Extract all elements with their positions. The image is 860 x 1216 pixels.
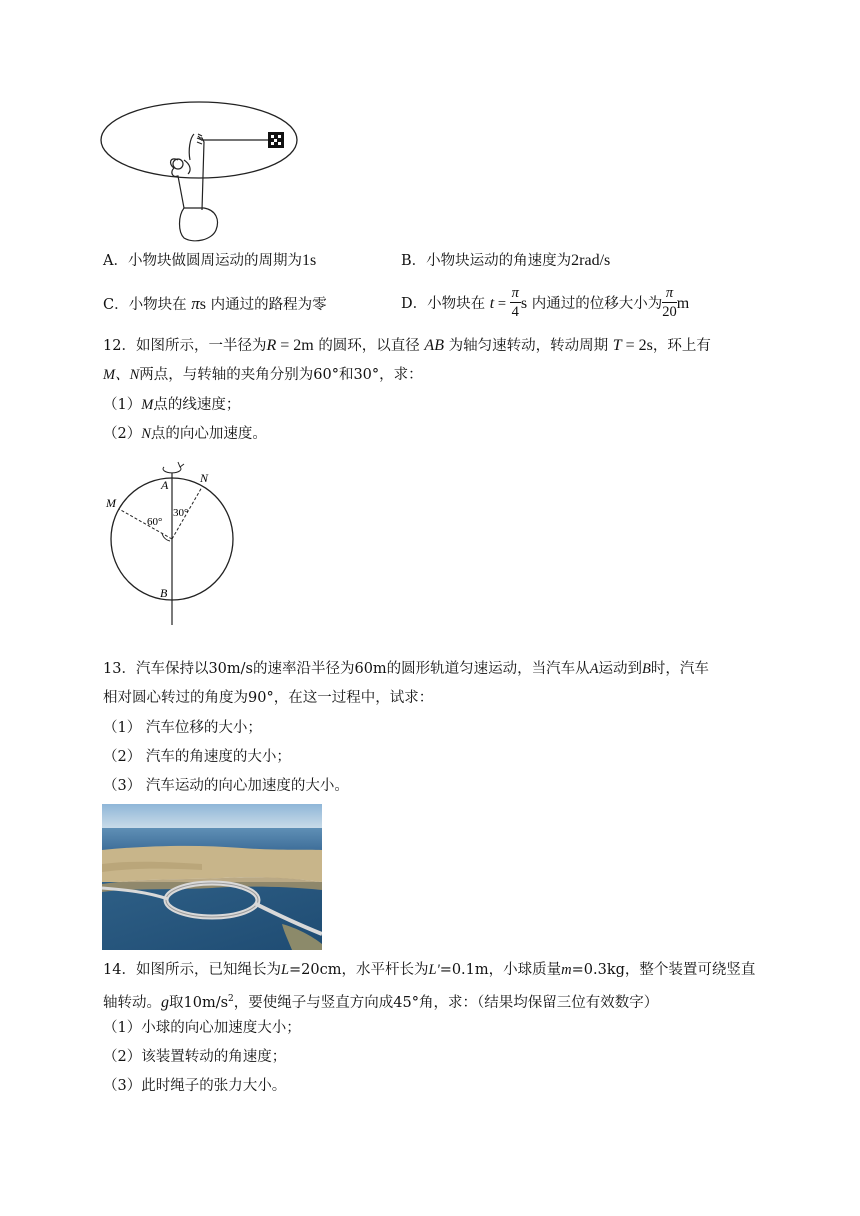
q12-line1 <box>103 336 711 356</box>
q12-sub2 <box>103 424 267 444</box>
q13-sub2: （2） 汽车的角速度的大小； <box>103 749 291 765</box>
q13-line2: 相对圆心转过的角度为90°，在这一过程中，试求： <box>103 690 434 706</box>
option-a-value: 1s <box>301 252 317 269</box>
q12-text-b: 的圆环，以直径 <box>318 338 420 354</box>
q14-sub1: （1）小球的向心加速度大小； <box>103 1020 301 1036</box>
option-b <box>401 251 610 271</box>
q14-sub3: （3）此时绳子的张力大小。 <box>103 1078 287 1094</box>
label-m: M <box>106 496 116 510</box>
g-var: g <box>161 993 169 1011</box>
q12-text-a: 12．如图所示，一半径为 <box>103 338 267 354</box>
q12-sub1-var: M <box>141 397 154 413</box>
q12-line2-text: 两点，与转轴的夹角分别为60°和30°，求： <box>139 367 423 383</box>
label-b: B <box>160 586 168 600</box>
frac2-den: 20 <box>662 303 677 320</box>
q12-sub2-num: （2） <box>103 426 142 442</box>
q12-sub2-text: 点的向心加速度。 <box>150 426 267 442</box>
option-c-unit: s <box>199 296 206 313</box>
option-c-text-pre: C．小物块在 <box>103 297 187 313</box>
q13-text-c: 时，汽车 <box>650 661 709 677</box>
equals: = <box>494 296 510 312</box>
q14-line2-text-a: 轴转动。 <box>103 994 161 1011</box>
fraction-pi-over-4 <box>510 284 521 321</box>
ab-var: AB <box>424 337 444 354</box>
fraction-pi-over-20 <box>662 284 677 321</box>
m-var: m <box>561 962 572 978</box>
q13-text-a: 13．汽车保持以30m/s的速率沿半径为60m的圆形轨道匀速运动，当汽车从 <box>103 661 590 677</box>
option-c-text-post: 内通过的路程为零 <box>210 297 327 313</box>
q13-sub1: （1） 汽车位移的大小； <box>103 720 262 736</box>
q11-figure <box>98 98 308 246</box>
t-var: t <box>489 295 495 312</box>
option-d-unit2: m <box>676 295 690 312</box>
q12-sub1-text: 点的线速度； <box>153 397 241 413</box>
option-a-text: A．小物块做圆周运动的周期为 <box>103 253 302 269</box>
option-b-text: B．小物块运动的角速度为 <box>401 253 572 269</box>
q14-text-c: =0.1m，小球质量 <box>439 962 562 978</box>
q14-sub2: （2）该装置转动的角速度； <box>103 1049 287 1065</box>
option-d-unit: s <box>520 295 528 312</box>
q14-text-d: =0.3kg，整个装置可绕竖直 <box>571 962 756 978</box>
label-n: N <box>200 471 209 485</box>
q12-text-d: ，环上有 <box>652 338 711 354</box>
mn-var: M、N <box>103 367 140 383</box>
radius-to-m <box>119 509 172 539</box>
q13-sub3: （3） 汽车运动的向心加速度的大小。 <box>103 778 349 794</box>
q14-line2-text-b: 取10m/s <box>169 994 229 1011</box>
q14-line2 <box>103 989 658 1013</box>
option-d-text-pre: D．小物块在 <box>401 296 486 312</box>
superscript-2: 2 <box>228 994 234 1004</box>
q12-sub2-var: N <box>141 426 151 442</box>
q13-text-b: 运动到 <box>598 661 643 677</box>
q13-point-b: B <box>642 661 651 677</box>
option-d <box>401 284 689 324</box>
q12-ring-diagram <box>100 455 250 630</box>
frac2-num: π <box>662 284 677 303</box>
q12-sub1-num: （1） <box>103 397 142 413</box>
frac-num: π <box>511 284 519 301</box>
label-a: A <box>161 478 169 492</box>
q13-point-a: A <box>589 661 599 677</box>
option-d-text-mid: 内通过的位移大小为 <box>531 296 663 312</box>
q14-line1 <box>103 960 755 980</box>
q14-line2-text-c: ，要使绳子与竖直方向成45°角，求：（结果均保留三位有效数字） <box>233 994 659 1011</box>
option-a <box>103 251 316 271</box>
q12-line2 <box>103 365 423 385</box>
option-b-value: 2rad/s <box>571 252 611 269</box>
q14-text-b: =20cm，水平杆长为 <box>289 962 429 978</box>
q13-line1 <box>103 659 709 679</box>
circular-bridge-photo <box>102 804 322 950</box>
angle-30-label: 30° <box>173 507 189 519</box>
frac-den: 4 <box>511 303 519 320</box>
q14-text-a: 14．如图所示，已知绳长为 <box>103 962 281 978</box>
rotation-arrow-icon <box>163 467 181 473</box>
t-period-value: = 2s <box>621 337 653 354</box>
l-var: L <box>280 962 290 978</box>
r-value: = 2m <box>276 337 314 354</box>
q12-text-c: 为轴匀速转动，转动周期 <box>448 338 609 354</box>
pi-symbol: π <box>191 294 200 313</box>
t-period-var: T <box>612 337 622 354</box>
r-var: R <box>266 337 277 354</box>
angle-60-label: 60° <box>147 516 163 528</box>
option-c <box>103 294 327 315</box>
lprime-var: L' <box>428 962 440 978</box>
hand-icon <box>171 134 218 241</box>
q12-sub1 <box>103 395 240 415</box>
